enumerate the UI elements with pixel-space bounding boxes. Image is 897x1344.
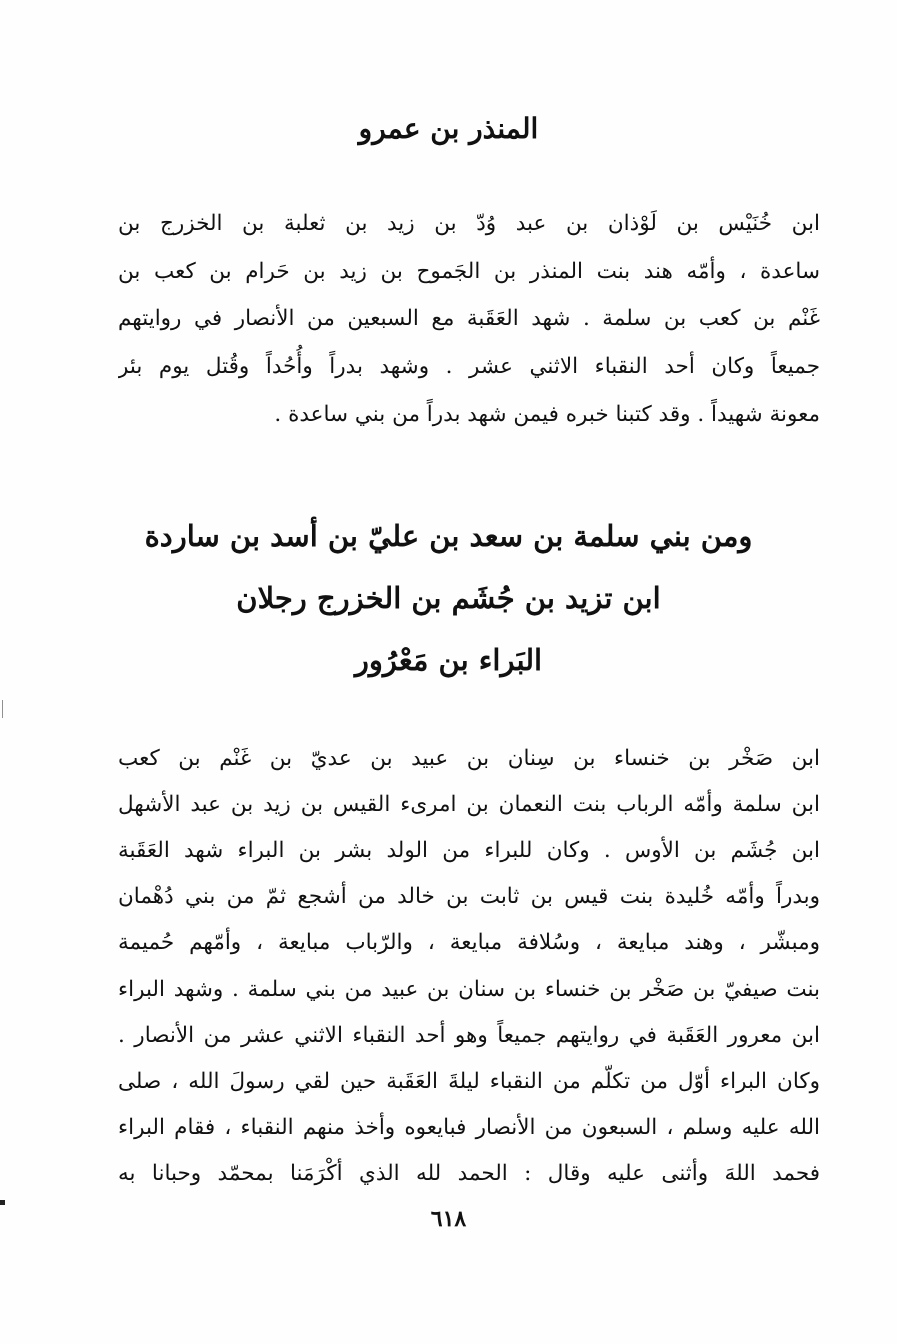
text-line: ابن سلمة وأمّه الرباب بنت النعمان بن امرىء القيس بن زيد بن عبد الأشهل — [118, 791, 820, 817]
text-line: ابن صَخْر بن خنساء بن سِنان بن عبيد بن عديّ بن غَنْم بن كعب — [118, 745, 820, 771]
text-line: ساعدة ، وأمّه هند بنت المنذر بن الجَموح بن زيد بن حَرام بن كعب بن — [118, 258, 820, 284]
text-line: ومبشّر ، وهند مبايعة ، وسُلافة مبايعة ، والرّباب مبايعة ، وأمّهم حُميمة — [118, 930, 820, 956]
scan-edge-mark — [0, 1200, 5, 1205]
section-heading-line: ومن بني سلمة بن سعد بن عليّ بن أسد بن ساردة — [144, 519, 753, 553]
section-heading-line: البَراء بن مَعْرُور — [354, 643, 543, 677]
text-line: وكان البراء أوّل من تكلّم من النقباء ليلةَ العَقَبة حين لقي رسولَ الله ، صلى — [118, 1068, 820, 1094]
section-heading-line: ابن تزيد بن جُشَم بن الخزرج رجلان — [236, 581, 661, 615]
text-line: ابن معرور العَقَبة في روايتهم جميعاً وهو أحد النقباء الاثني عشر من الأنصار . — [118, 1022, 820, 1048]
entry-paragraph-2 — [118, 735, 820, 1197]
text-line: فحمد اللهَ وأثنى عليه وقال : الحمد لله الذي أكْرَمَنا بمحمّد وحبانا به — [118, 1161, 820, 1187]
text-line: ابن جُشَم بن الأوس . وكان للبراء من الولد بشر بن البراء شهد العَقَبة — [118, 837, 820, 863]
text-line: وبدراً وأمّه خُليدة بنت قيس بن ثابت بن خالد من أشجع ثمّ من بني دُهْمان — [118, 884, 820, 910]
entry-paragraph-1 — [118, 200, 820, 438]
scan-edge-mark — [2, 700, 3, 718]
text-line: بنت صيفيّ بن صَخْر بن خنساء بن سنان بن عبيد من بني سلمة . وشهد البراء — [118, 976, 820, 1002]
text-line: جميعاً وكان أحد النقباء الاثني عشر . وشهد بدراً وأُحُداً وقُتل يوم بئر — [118, 354, 820, 380]
text-line: ابن خُنَيْس بن لَوْذان بن عبد وُدّ بن زيد بن ثعلبة بن الخزرج بن — [118, 211, 820, 237]
text-line: معونة شهيداً . وقد كتبنا خبره فيمن شهد بدراً من بني ساعدة . — [274, 401, 820, 427]
text-line: غَنْم بن كعب بن سلمة . شهد العَقَبة مع السبعين من الأنصار في روايتهم — [118, 306, 820, 332]
section-heading — [0, 505, 897, 691]
entry-title: المنذر بن عمرو — [358, 112, 539, 145]
page-number: ٦١٨ — [430, 1206, 467, 1232]
text-line: الله عليه وسلم ، السبعون من الأنصار فبايعوه وأخذ منهم النقباء ، فقام البراء — [118, 1115, 820, 1141]
